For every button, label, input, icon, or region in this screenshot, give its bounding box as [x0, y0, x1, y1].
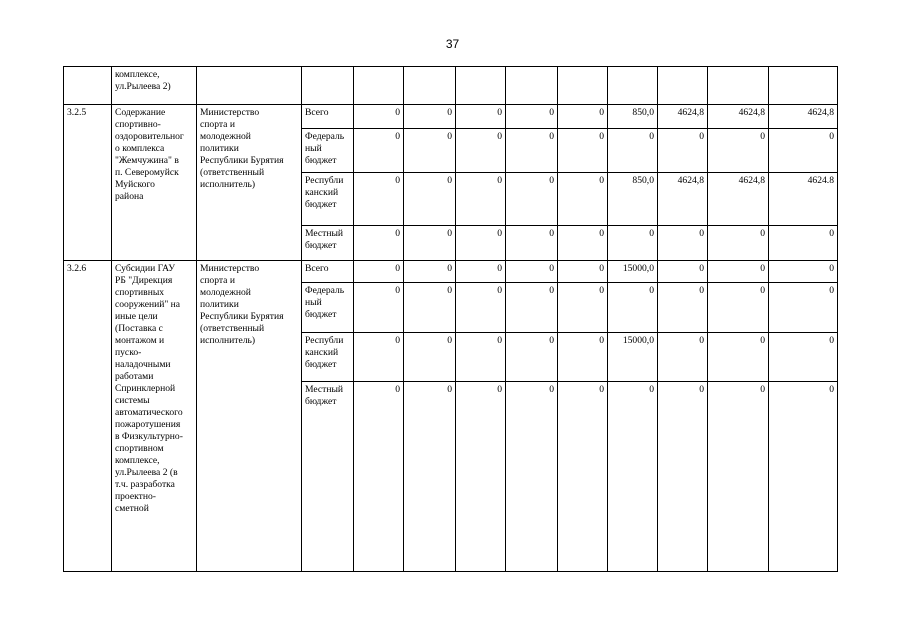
continuation-row [64, 67, 838, 105]
value-cell [708, 67, 769, 105]
value-cell: 0 [558, 129, 608, 173]
code-cell [64, 105, 112, 261]
value-cell [354, 67, 404, 105]
value-cell [658, 67, 708, 105]
source-cell [302, 67, 354, 105]
value-cell: 0 [456, 261, 506, 283]
value-cell: 0 [608, 283, 658, 333]
value-cell: 0 [658, 382, 708, 572]
name-cell [112, 261, 197, 572]
value-cell: 850,0 [608, 105, 658, 129]
value-cell: 0 [658, 226, 708, 261]
value-cell: 0 [608, 129, 658, 173]
funding-source: Местный бюджет [305, 228, 344, 251]
value-cell [506, 67, 558, 105]
value-cell: 0 [456, 382, 506, 572]
source-cell [302, 129, 354, 173]
budget-row [64, 261, 838, 283]
measure-code: 3.2.6 [67, 263, 87, 274]
value-cell: 15000,0 [608, 261, 658, 283]
name-cell [112, 105, 197, 261]
value-cell: 0 [558, 261, 608, 283]
source-cell [302, 333, 354, 382]
value-cell: 0 [558, 382, 608, 572]
value-cell: 0 [456, 173, 506, 226]
value-cell: 0 [769, 333, 838, 382]
value-cell: 0 [506, 261, 558, 283]
value-cell: 0 [658, 283, 708, 333]
value-cell: 4624,8 [658, 173, 708, 226]
budget-row [64, 105, 838, 129]
value-cell: 0 [708, 333, 769, 382]
value-cell [404, 67, 456, 105]
value-cell: 0 [558, 283, 608, 333]
value-cell: 0 [506, 382, 558, 572]
value-cell: 0 [404, 283, 456, 333]
value-cell: 4624,8 [658, 105, 708, 129]
funding-source: Местный бюджет [305, 384, 344, 407]
value-cell: 0 [708, 261, 769, 283]
table-body [64, 67, 838, 572]
value-cell: 0 [608, 226, 658, 261]
funding-source: Всего [305, 107, 329, 118]
executor-cell [197, 67, 302, 105]
value-cell: 0 [506, 129, 558, 173]
budget-table [63, 66, 838, 572]
value-cell: 0 [354, 226, 404, 261]
measure-name: Субсидии ГАУ РБ "Дирекция спортивных сооружений" на иные цели (Поставка с монтажом и пуско- наладочными работами Спринклерной системы автоматического пожаротушения в Физкультурно- спортивном комплексе, ул.Рылеева 2 (в т.ч. разработка проектно- сметной [115, 263, 183, 514]
value-cell: 0 [608, 382, 658, 572]
value-cell: 0 [354, 283, 404, 333]
value-cell: 4624,8 [708, 105, 769, 129]
value-cell: 0 [769, 283, 838, 333]
value-cell: 0 [456, 283, 506, 333]
value-cell: 0 [558, 173, 608, 226]
value-cell: 850,0 [608, 173, 658, 226]
value-cell: 4624,8 [769, 105, 838, 129]
value-cell: 0 [658, 333, 708, 382]
funding-source: Всего [305, 263, 329, 274]
value-cell: 0 [769, 261, 838, 283]
value-cell: 0 [354, 261, 404, 283]
measure-name: комплексе, ул.Рылеева 2) [115, 69, 171, 92]
value-cell [769, 67, 838, 105]
value-cell: 0 [354, 382, 404, 572]
executor-name: Министерство спорта и молодежной политики Республики Бурятия (ответственный исполнитель) [200, 107, 284, 190]
value-cell: 0 [769, 129, 838, 173]
value-cell: 0 [506, 173, 558, 226]
value-cell: 0 [558, 226, 608, 261]
value-cell: 0 [769, 382, 838, 572]
measure-name: Содержание спортивно- оздоровительног о комплекса "Жемчужина" в п. Северомуйск Муйского района [115, 107, 184, 202]
value-cell: 0 [708, 129, 769, 173]
funding-source: Федераль ный бюджет [305, 131, 345, 166]
value-cell: 0 [404, 333, 456, 382]
value-cell: 0 [456, 105, 506, 129]
value-cell: 0 [354, 173, 404, 226]
executor-cell [197, 261, 302, 572]
value-cell: 0 [354, 333, 404, 382]
value-cell: 0 [708, 382, 769, 572]
value-cell: 0 [354, 129, 404, 173]
value-cell [456, 67, 506, 105]
code-cell [64, 67, 112, 105]
executor-name: Министерство спорта и молодежной политики Республики Бурятия (ответственный исполнитель) [200, 263, 284, 346]
source-cell [302, 105, 354, 129]
value-cell: 0 [558, 333, 608, 382]
value-cell: 0 [506, 105, 558, 129]
funding-source: Республи канский бюджет [305, 335, 344, 370]
name-cell [112, 67, 197, 105]
value-cell: 0 [658, 129, 708, 173]
source-cell [302, 226, 354, 261]
source-cell [302, 173, 354, 226]
value-cell: 0 [354, 105, 404, 129]
value-cell: 0 [404, 382, 456, 572]
value-cell: 0 [506, 333, 558, 382]
value-cell [558, 67, 608, 105]
source-cell [302, 283, 354, 333]
value-cell: 0 [708, 226, 769, 261]
page-number: 37 [445, 37, 460, 51]
value-cell: 0 [769, 226, 838, 261]
value-cell: 15000,0 [608, 333, 658, 382]
value-cell: 4624.8 [769, 173, 838, 226]
value-cell: 0 [404, 105, 456, 129]
value-cell [608, 67, 658, 105]
source-cell [302, 261, 354, 283]
measure-code: 3.2.5 [67, 107, 87, 118]
funding-source: Федераль ный бюджет [305, 285, 345, 320]
executor-cell [197, 105, 302, 261]
source-cell [302, 382, 354, 572]
value-cell: 0 [708, 283, 769, 333]
value-cell: 0 [558, 105, 608, 129]
funding-source: Республи канский бюджет [305, 175, 344, 210]
value-cell: 0 [404, 129, 456, 173]
value-cell: 0 [506, 226, 558, 261]
value-cell: 0 [404, 261, 456, 283]
value-cell: 0 [404, 226, 456, 261]
value-cell: 0 [658, 261, 708, 283]
value-cell: 0 [456, 226, 506, 261]
value-cell: 0 [456, 129, 506, 173]
value-cell: 0 [404, 173, 456, 226]
code-cell [64, 261, 112, 572]
value-cell: 4624,8 [708, 173, 769, 226]
value-cell: 0 [506, 283, 558, 333]
value-cell: 0 [456, 333, 506, 382]
